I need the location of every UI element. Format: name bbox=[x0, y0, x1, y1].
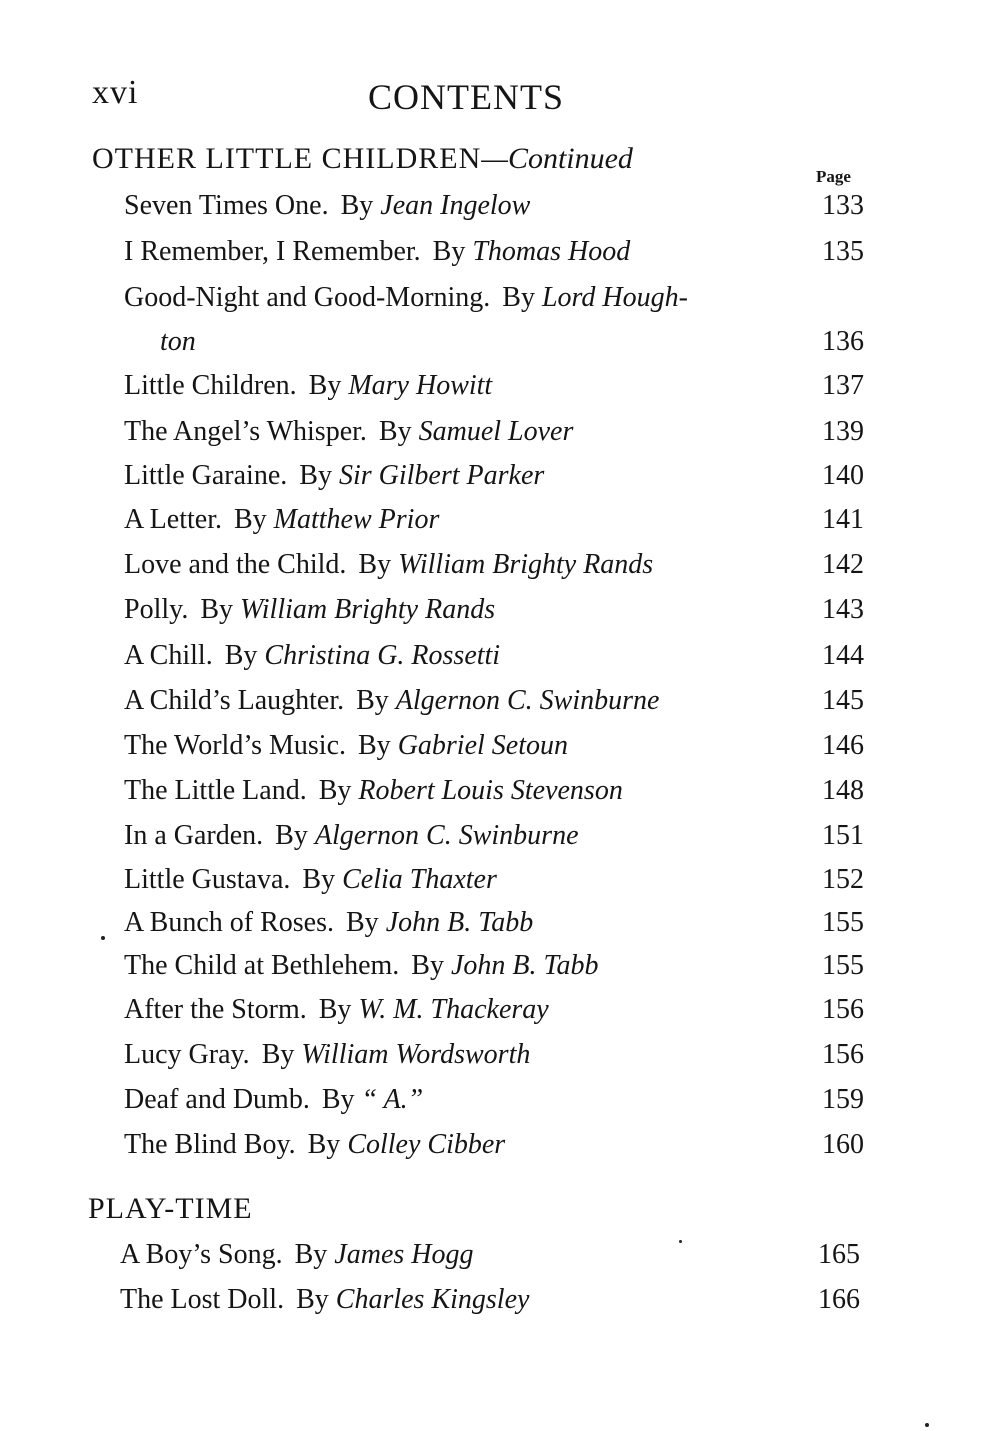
author-name: Thomas Hood bbox=[472, 236, 631, 267]
by-label: By bbox=[411, 950, 444, 981]
contents-entry bbox=[124, 1129, 864, 1169]
by-label: By bbox=[308, 370, 342, 401]
contents-entry bbox=[124, 504, 864, 544]
contents-entry bbox=[124, 685, 864, 725]
section-heading bbox=[88, 1192, 253, 1226]
by-label: By bbox=[200, 594, 233, 625]
page-ref: 139 bbox=[822, 416, 864, 447]
page-ref: 155 bbox=[822, 907, 864, 938]
author-name: Samuel Lover bbox=[418, 416, 574, 447]
poem-title: I Remember, I Remember. bbox=[124, 236, 421, 267]
page-ref: 159 bbox=[822, 1084, 864, 1115]
page-ref: 156 bbox=[822, 994, 864, 1025]
contents-entry bbox=[124, 416, 864, 456]
page-ref: 165 bbox=[818, 1239, 860, 1270]
by-label: By bbox=[307, 1129, 341, 1160]
author-name: Robert Louis Stevenson bbox=[358, 775, 623, 806]
page-ref: 160 bbox=[822, 1129, 864, 1160]
by-label: By bbox=[299, 460, 332, 491]
section-heading-text: PLAY-TIME bbox=[88, 1192, 253, 1225]
by-label: By bbox=[261, 1039, 295, 1070]
poem-title: Little Garaine. bbox=[124, 460, 288, 491]
contents-entry bbox=[124, 907, 864, 947]
contents-entry bbox=[124, 775, 864, 815]
page-number: xvi bbox=[92, 74, 139, 111]
contents-entry bbox=[124, 950, 864, 990]
contents-entry bbox=[124, 460, 864, 500]
poem-title: Little Gustava. bbox=[124, 864, 291, 895]
by-label: By bbox=[432, 236, 466, 267]
poem-title: A Bunch of Roses. bbox=[124, 907, 334, 938]
poem-title: After the Storm. bbox=[124, 994, 307, 1025]
author-name-continued: ton bbox=[160, 326, 196, 357]
contents-entry bbox=[124, 864, 864, 904]
page-ref: 166 bbox=[818, 1284, 860, 1315]
by-label: By bbox=[302, 864, 336, 895]
page-ref: 145 bbox=[822, 685, 864, 716]
ink-speck bbox=[101, 936, 105, 940]
contents-entry bbox=[120, 1284, 860, 1324]
author-name: Matthew Prior bbox=[273, 504, 440, 535]
by-label: By bbox=[340, 190, 374, 221]
author-name: Mary Howitt bbox=[348, 370, 493, 401]
poem-title: In a Garden. bbox=[124, 820, 264, 851]
page-ref: 144 bbox=[822, 640, 864, 671]
poem-title: Love and the Child. bbox=[124, 549, 347, 580]
page-ref: 156 bbox=[822, 1039, 864, 1070]
page-ref: 133 bbox=[822, 190, 864, 221]
author-name: Algernon C. Swinburne bbox=[314, 820, 579, 851]
author-name: John B. Tabb bbox=[385, 907, 534, 938]
poem-title: A Boy’s Song. bbox=[120, 1239, 283, 1270]
by-label: By bbox=[275, 820, 308, 851]
contents-entry bbox=[124, 994, 864, 1034]
author-name: William Wordsworth bbox=[301, 1039, 531, 1070]
by-label: By bbox=[346, 907, 379, 938]
poem-title: A Chill. bbox=[124, 640, 213, 671]
page-column-label: Page bbox=[816, 167, 851, 186]
author-name: Lord Hough- bbox=[541, 282, 688, 313]
page-ref: 148 bbox=[822, 775, 864, 806]
poem-title: The Angel’s Whisper. bbox=[124, 416, 367, 447]
contents-entry bbox=[124, 730, 864, 770]
contents-entry bbox=[124, 370, 864, 410]
poem-title: The World’s Music. bbox=[124, 730, 346, 761]
continued-label: —Continued bbox=[481, 142, 633, 175]
author-name: W. M. Thackeray bbox=[358, 994, 549, 1025]
page-ref: 151 bbox=[822, 820, 864, 851]
author-name: John B. Tabb bbox=[450, 950, 599, 981]
by-label: By bbox=[321, 1084, 355, 1115]
by-label: By bbox=[358, 730, 391, 761]
by-label: By bbox=[294, 1239, 328, 1270]
author-name: Celia Thaxter bbox=[342, 864, 497, 895]
contents-entry bbox=[120, 1239, 860, 1279]
contents-entry bbox=[124, 1039, 864, 1079]
page-ref: 155 bbox=[822, 950, 864, 981]
author-name: Sir Gilbert Parker bbox=[338, 460, 545, 491]
author-name: Jean Ingelow bbox=[380, 190, 531, 221]
section-heading bbox=[92, 142, 633, 176]
by-label: By bbox=[356, 685, 389, 716]
contents-entry bbox=[124, 236, 864, 276]
contents-entry bbox=[124, 1084, 864, 1124]
contents-entry bbox=[124, 820, 864, 860]
by-label: By bbox=[502, 282, 535, 313]
ink-speck bbox=[679, 1240, 682, 1243]
by-label: By bbox=[233, 504, 267, 535]
running-title: CONTENTS bbox=[368, 77, 564, 117]
page-ref: 142 bbox=[822, 549, 864, 580]
poem-title: The Lost Doll. bbox=[120, 1284, 285, 1315]
contents-entry bbox=[124, 190, 864, 230]
page-ref: 136 bbox=[822, 326, 864, 357]
author-name: “ A.” bbox=[361, 1084, 424, 1115]
author-name: William Brighty Rands bbox=[398, 549, 654, 580]
by-label: By bbox=[358, 549, 392, 580]
by-label: By bbox=[318, 775, 352, 806]
poem-title: Seven Times One. bbox=[124, 190, 329, 221]
by-label: By bbox=[224, 640, 258, 671]
poem-title: The Child at Bethlehem. bbox=[124, 950, 400, 981]
author-name: William Brighty Rands bbox=[240, 594, 496, 625]
poem-title: Deaf and Dumb. bbox=[124, 1084, 310, 1115]
by-label: By bbox=[318, 994, 352, 1025]
ink-speck bbox=[925, 1423, 929, 1427]
author-name: Christina G. Rossetti bbox=[264, 640, 501, 671]
author-name: Charles Kingsley bbox=[335, 1284, 530, 1315]
contents-entry bbox=[124, 282, 864, 370]
contents-entry bbox=[124, 594, 864, 634]
page-ref: 152 bbox=[822, 864, 864, 895]
poem-title: The Blind Boy. bbox=[124, 1129, 296, 1160]
author-name: Colley Cibber bbox=[347, 1129, 506, 1160]
contents-entry bbox=[124, 549, 864, 589]
poem-title: Little Children. bbox=[124, 370, 297, 401]
page-ref: 140 bbox=[822, 460, 864, 491]
poem-title: Polly. bbox=[124, 594, 189, 625]
page-ref: 141 bbox=[822, 504, 864, 535]
author-name: Algernon C. Swinburne bbox=[395, 685, 660, 716]
by-label: By bbox=[296, 1284, 329, 1315]
page-ref: 137 bbox=[822, 370, 864, 401]
poem-title: A Letter. bbox=[124, 504, 222, 535]
page-ref: 143 bbox=[822, 594, 864, 625]
page-ref: 135 bbox=[822, 236, 864, 267]
contents-entry bbox=[124, 640, 864, 680]
by-label: By bbox=[378, 416, 412, 447]
poem-title: Good-Night and Good-Morning. bbox=[124, 282, 491, 313]
author-name: James Hogg bbox=[334, 1239, 474, 1270]
poem-title: A Child’s Laughter. bbox=[124, 685, 345, 716]
section-heading-text: OTHER LITTLE CHILDREN bbox=[92, 142, 482, 175]
author-name: Gabriel Setoun bbox=[397, 730, 568, 761]
page-ref: 146 bbox=[822, 730, 864, 761]
poem-title: Lucy Gray. bbox=[124, 1039, 250, 1070]
poem-title: The Little Land. bbox=[124, 775, 307, 806]
